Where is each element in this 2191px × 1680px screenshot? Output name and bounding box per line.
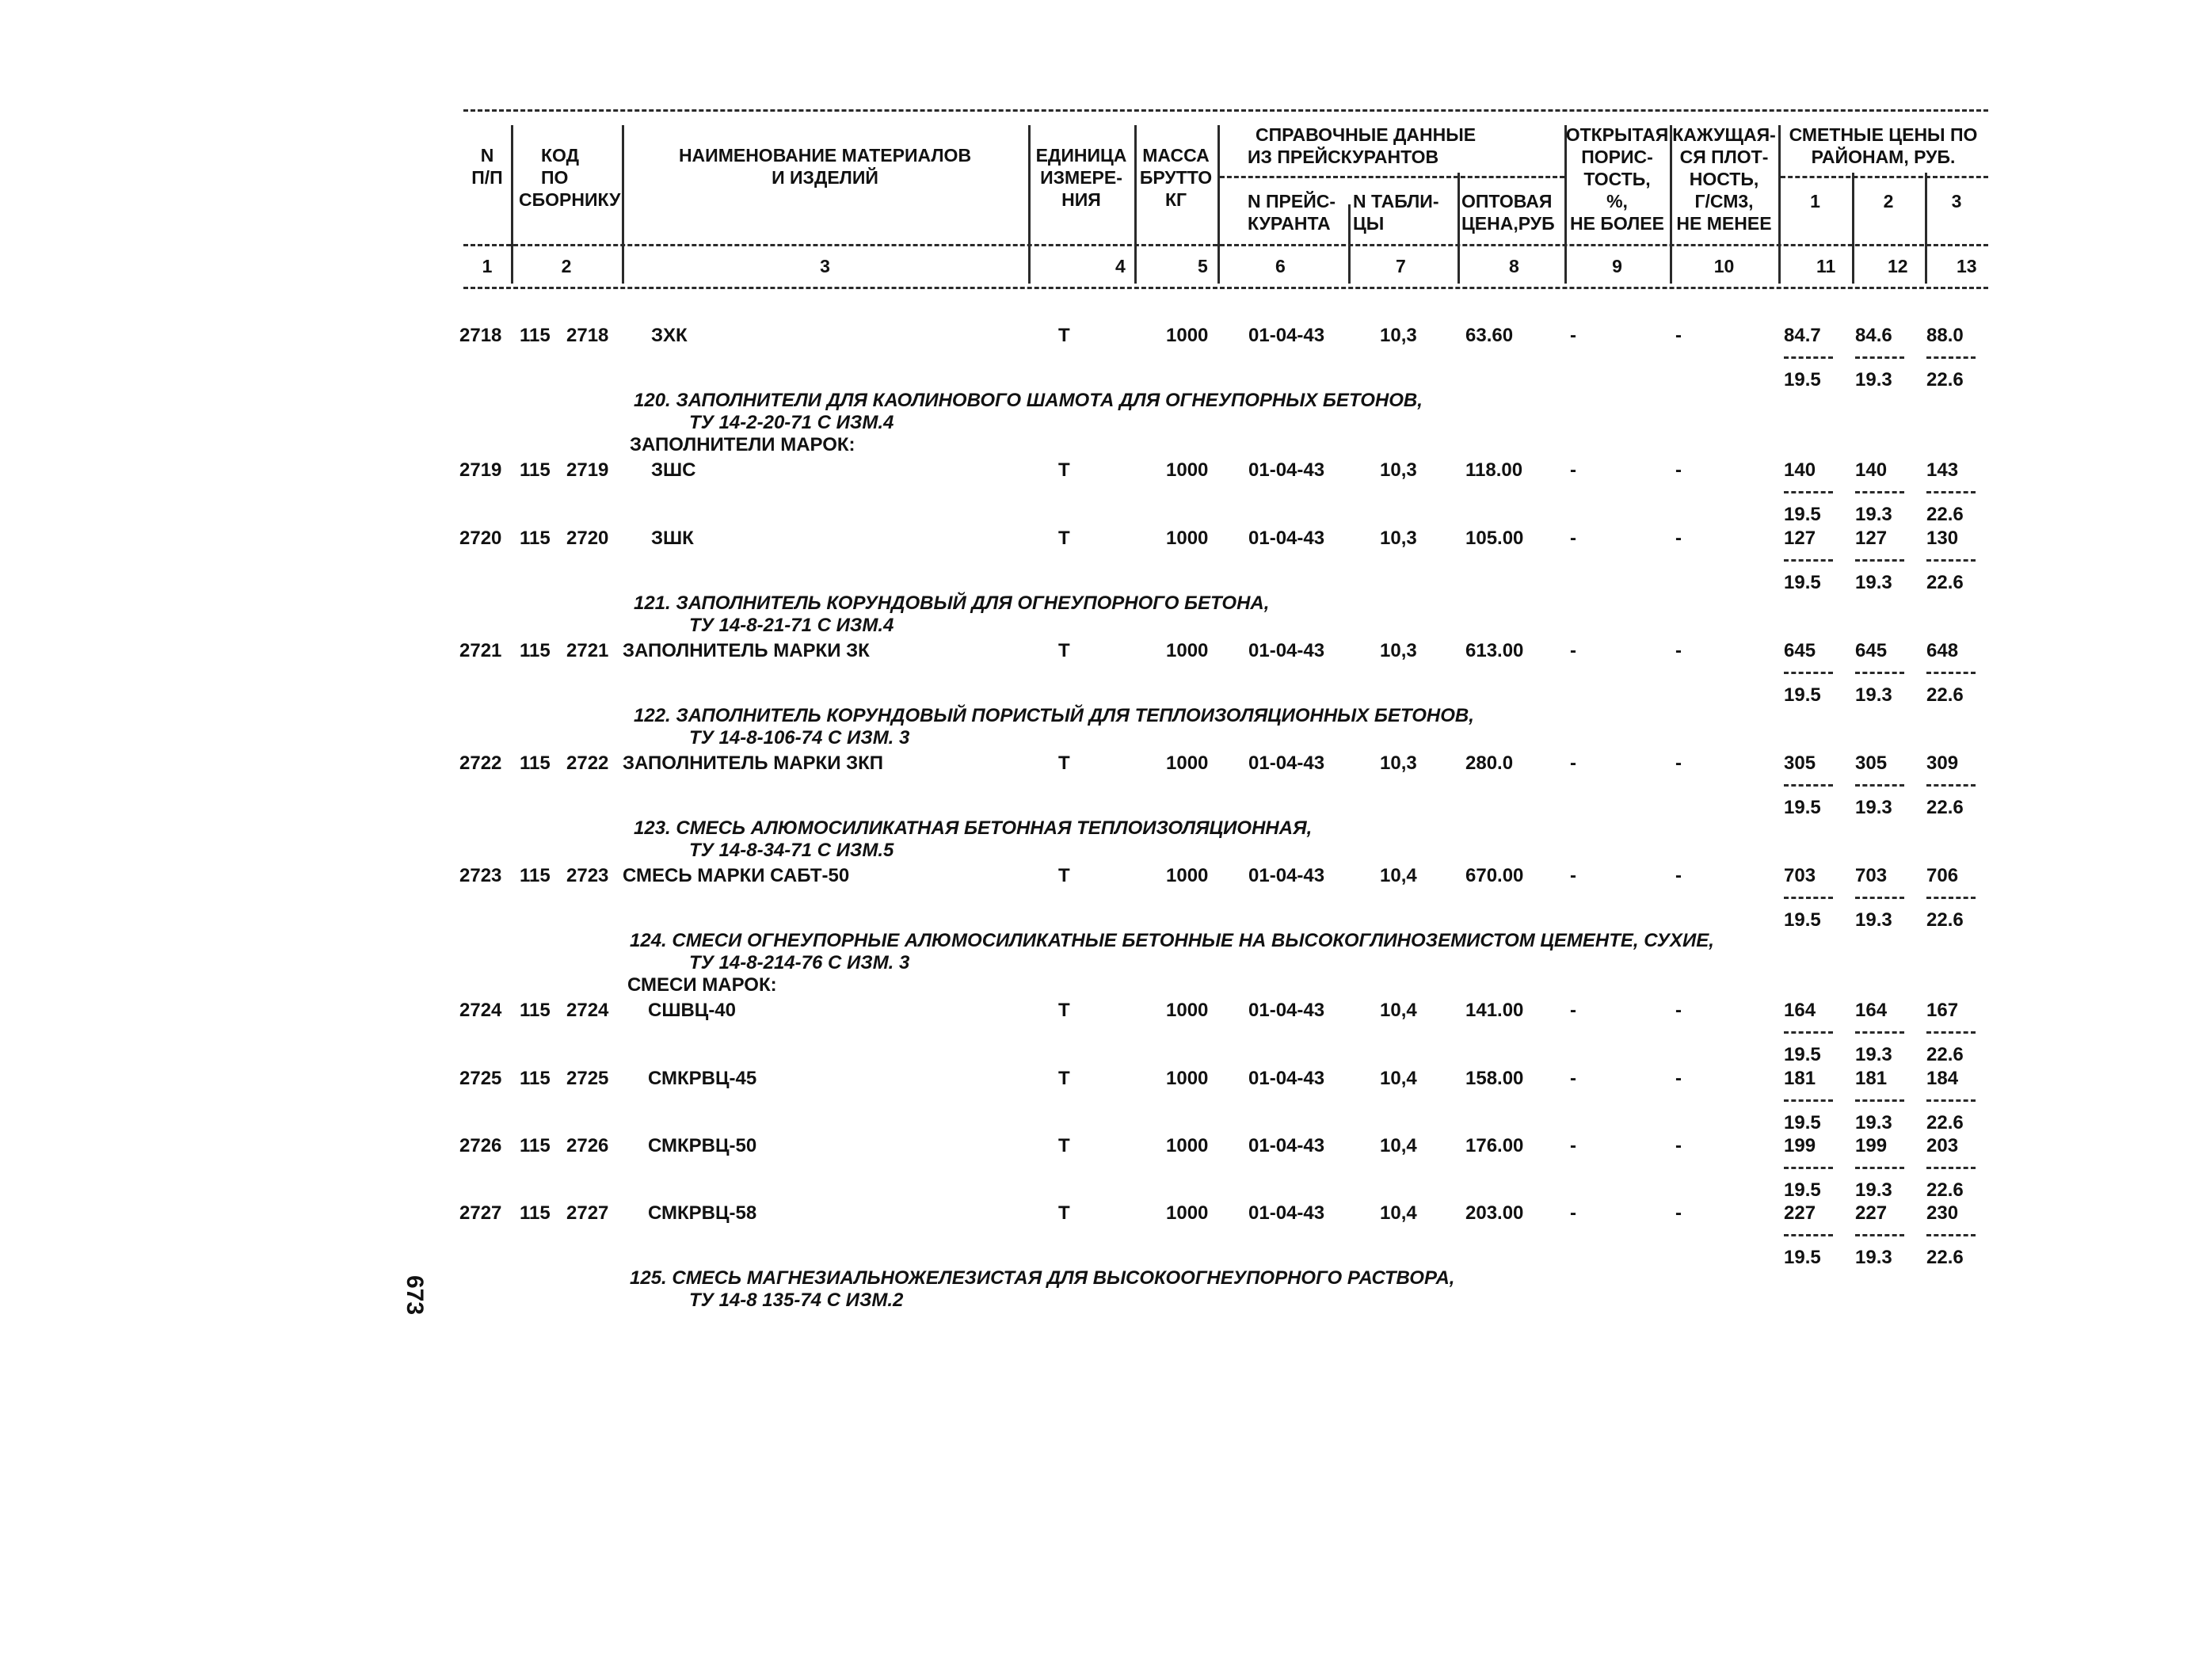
fraction-rule (1926, 356, 1976, 359)
cell-code2: 2721 (566, 640, 609, 661)
section-121-subtitle: ТУ 14-8-21-71 С ИЗМ.4 (689, 615, 894, 636)
header-text: РАЙОНАМ, РУБ. (1811, 147, 1956, 167)
cell-name: ЗШС (651, 459, 696, 481)
cell-n: 2726 (459, 1135, 502, 1156)
cell-pricelist: 01-04-43 (1248, 1068, 1325, 1089)
cell-mass: 1000 (1166, 528, 1209, 549)
col-number: 11 (1816, 256, 1836, 276)
header-text: КГ (1164, 189, 1187, 210)
cell-name: СМКРВЦ-58 (648, 1202, 757, 1224)
cell-mass: 1000 (1166, 640, 1209, 661)
cell-density: - (1675, 865, 1682, 886)
cell-name: ЗАПОЛНИТЕЛЬ МАРКИ ЗКП (623, 752, 884, 774)
cell-table: 10,4 (1380, 1135, 1417, 1156)
header-text: КУРАНТА (1248, 213, 1331, 234)
header-text: Г/СМ3, (1694, 191, 1754, 211)
cell-p2: 127 (1855, 528, 1888, 549)
col-number: 6 (1275, 256, 1286, 276)
cell-p3: 706 (1926, 865, 1959, 886)
cell-density: - (1675, 459, 1682, 481)
cell-porosity: - (1570, 865, 1576, 886)
cell-k1: 19.5 (1784, 1247, 1821, 1268)
header-text: ИЗМЕРЕ- (1040, 167, 1122, 188)
section-125-subtitle: ТУ 14-8 135-74 С ИЗМ.2 (689, 1290, 904, 1311)
fraction-rule (1855, 1234, 1904, 1236)
cell-price: 141.00 (1465, 1000, 1524, 1021)
cell-density: - (1675, 528, 1682, 549)
cell-name: СМКРВЦ-45 (648, 1068, 757, 1089)
cell-table: 10,3 (1380, 325, 1417, 346)
cell-k1: 19.5 (1784, 369, 1821, 390)
cell-name: СМКРВЦ-50 (648, 1135, 757, 1156)
cell-k2: 19.3 (1855, 504, 1892, 525)
cell-n: 2727 (459, 1202, 502, 1224)
cell-table: 10,3 (1380, 640, 1417, 661)
cell-price: 670.00 (1465, 865, 1524, 886)
cell-unit: Т (1058, 752, 1070, 774)
header-text: НИЯ (1061, 189, 1101, 210)
cell-code2: 2724 (566, 1000, 609, 1021)
page-number: 673 (402, 1275, 428, 1316)
cell-price: 118.00 (1465, 459, 1523, 481)
cell-name: СМЕСЬ МАРКИ САБТ-50 (623, 865, 850, 886)
fraction-rule (1784, 672, 1833, 674)
header-text: НАИМЕНОВАНИЕ МАТЕРИАЛОВ (678, 145, 972, 166)
header-text: %, (1606, 191, 1628, 211)
section-120-title: 120. ЗАПОЛНИТЕЛИ ДЛЯ КАОЛИНОВОГО ШАМОТА ДЛЯ ОГНЕУПОРНЫХ БЕТОНОВ, (634, 390, 1423, 411)
cell-code1: 115 (520, 640, 551, 661)
header-text: И ИЗДЕЛИЙ (772, 167, 878, 188)
cell-code2: 2718 (566, 325, 609, 346)
header-text: ЕДИНИЦА (1035, 145, 1127, 166)
cell-k3: 22.6 (1926, 797, 1964, 818)
cell-k1: 19.5 (1784, 504, 1821, 525)
header-text: СБОРНИКУ (519, 189, 621, 210)
cell-unit: Т (1058, 640, 1070, 661)
cell-k1: 19.5 (1784, 1044, 1821, 1065)
fraction-rule (1855, 672, 1904, 674)
header-text: ЦЫ (1353, 213, 1385, 234)
section-120-group-label: ЗАПОЛНИТЕЛИ МАРОК: (630, 434, 855, 455)
cell-code2: 2719 (566, 459, 609, 481)
cell-p1: 84.7 (1784, 325, 1821, 346)
fraction-rule (1855, 1167, 1904, 1169)
cell-price: 280.0 (1465, 752, 1514, 774)
cell-n: 2725 (459, 1068, 502, 1089)
fraction-rule (1926, 1234, 1976, 1236)
cell-p3: 230 (1926, 1202, 1959, 1224)
cell-table: 10,3 (1380, 459, 1417, 481)
cell-mass: 1000 (1166, 752, 1209, 774)
header-col8 (1461, 190, 1566, 234)
cell-mass: 1000 (1166, 325, 1209, 346)
cell-code1: 115 (520, 752, 551, 774)
cell-pricelist: 01-04-43 (1248, 1135, 1325, 1156)
fraction-rule (1784, 784, 1833, 787)
cell-mass: 1000 (1166, 865, 1209, 886)
cell-code1: 115 (520, 528, 551, 549)
header-top-rule (463, 109, 1988, 112)
fraction-rule (1855, 356, 1904, 359)
header-text: МАССА (1142, 145, 1210, 166)
cell-density: - (1675, 1068, 1682, 1089)
cell-p2: 199 (1855, 1135, 1888, 1156)
cell-k1: 19.5 (1784, 684, 1821, 706)
cell-unit: Т (1058, 1000, 1070, 1021)
col-number: 13 (1957, 256, 1977, 276)
cell-porosity: - (1570, 640, 1576, 661)
cell-table: 10,4 (1380, 1202, 1417, 1224)
cell-unit: Т (1058, 1135, 1070, 1156)
cell-p3: 130 (1926, 528, 1959, 549)
fraction-rule (1784, 1167, 1833, 1169)
header-divider (1852, 173, 1854, 284)
fraction-rule (1926, 1031, 1976, 1034)
fraction-rule (1855, 491, 1904, 493)
cell-p3: 167 (1926, 1000, 1959, 1021)
cell-p1: 140 (1784, 459, 1816, 481)
cell-pricelist: 01-04-43 (1248, 459, 1325, 481)
header-col10 (1670, 124, 1778, 234)
fraction-rule (1784, 1099, 1833, 1102)
cell-code1: 115 (520, 865, 551, 886)
header-text: БРУТТО (1139, 167, 1213, 188)
cell-p2: 227 (1855, 1202, 1888, 1224)
header-text: НЕ БОЛЕЕ (1569, 213, 1664, 234)
fraction-rule (1926, 672, 1976, 674)
cell-p2: 305 (1855, 752, 1888, 774)
header-text: ПОРИС- (1581, 147, 1653, 167)
cell-mass: 1000 (1166, 1202, 1209, 1224)
fraction-rule (1855, 784, 1904, 787)
cell-p2: 164 (1855, 1000, 1888, 1021)
cell-n: 2719 (459, 459, 502, 481)
fraction-rule (1784, 897, 1833, 899)
cell-code2: 2725 (566, 1068, 609, 1089)
cell-unit: Т (1058, 459, 1070, 481)
cell-mass: 1000 (1166, 1000, 1209, 1021)
cell-p1: 127 (1784, 528, 1816, 549)
fraction-rule (1784, 491, 1833, 493)
cell-code1: 115 (520, 325, 551, 346)
col-number: 3 (820, 256, 830, 276)
fraction-rule (1926, 1099, 1976, 1102)
fraction-rule (1784, 1031, 1833, 1034)
cell-p1: 645 (1784, 640, 1816, 661)
fraction-rule (1855, 1031, 1904, 1034)
cell-mass: 1000 (1166, 1068, 1209, 1089)
section-122-subtitle: ТУ 14-8-106-74 С ИЗМ. 3 (689, 727, 910, 749)
cell-p3: 203 (1926, 1135, 1959, 1156)
fraction-rule (1855, 1099, 1904, 1102)
cell-porosity: - (1570, 459, 1576, 481)
cell-code2: 2722 (566, 752, 609, 774)
cell-name: ЗАПОЛНИТЕЛЬ МАРКИ ЗК (623, 640, 870, 661)
col-number: 4 (1115, 256, 1126, 276)
cell-code1: 115 (520, 1000, 551, 1021)
header-text: СМЕТНЫЕ ЦЕНЫ ПО (1789, 124, 1978, 145)
cell-p3: 88.0 (1926, 325, 1964, 346)
fraction-rule (1926, 1167, 1976, 1169)
cell-n: 2722 (459, 752, 502, 774)
cell-name: ЗШК (651, 528, 694, 549)
header-text: СПРАВОЧНЫЕ ДАННЫЕ (1256, 124, 1477, 145)
cell-code2: 2726 (566, 1135, 609, 1156)
header-ref-group (1248, 124, 1564, 168)
cell-p1: 164 (1784, 1000, 1816, 1021)
col-number: 2 (561, 256, 572, 276)
cell-porosity: - (1570, 528, 1576, 549)
cell-k3: 22.6 (1926, 504, 1964, 525)
cell-p2: 140 (1855, 459, 1888, 481)
cell-n: 2723 (459, 865, 502, 886)
header-group-rule (1220, 176, 1564, 178)
header-price-group (1778, 124, 1988, 168)
cell-pricelist: 01-04-43 (1248, 865, 1325, 886)
header-text: КАЖУЩАЯ- (1672, 124, 1776, 145)
cell-density: - (1675, 1000, 1682, 1021)
cell-porosity: - (1570, 1202, 1576, 1224)
header-text: ИЗ ПРЕЙСКУРАНТОВ (1248, 147, 1439, 167)
cell-k3: 22.6 (1926, 909, 1964, 931)
cell-k1: 19.5 (1784, 797, 1821, 818)
fraction-rule (1926, 784, 1976, 787)
cell-pricelist: 01-04-43 (1248, 1202, 1325, 1224)
cell-p2: 703 (1855, 865, 1888, 886)
cell-code1: 115 (520, 459, 551, 481)
cell-pricelist: 01-04-43 (1248, 1000, 1325, 1021)
cell-density: - (1675, 640, 1682, 661)
cell-k2: 19.3 (1855, 684, 1892, 706)
col-number: 12 (1888, 256, 1908, 276)
header-text: ОТКРЫТАЯ (1565, 124, 1669, 145)
cell-pricelist: 01-04-43 (1248, 640, 1325, 661)
cell-mass: 1000 (1166, 459, 1209, 481)
section-120-subtitle: ТУ 14-2-20-71 С ИЗМ.4 (689, 412, 894, 433)
cell-k2: 19.3 (1855, 1247, 1892, 1268)
cell-code2: 2723 (566, 865, 609, 886)
header-text: ПО (541, 167, 569, 188)
cell-code2: 2727 (566, 1202, 609, 1224)
cell-k3: 22.6 (1926, 1044, 1964, 1065)
cell-table: 10,3 (1380, 752, 1417, 774)
cell-p3: 143 (1926, 459, 1959, 481)
cell-n: 2724 (459, 1000, 502, 1021)
cell-porosity: - (1570, 1135, 1576, 1156)
fraction-rule (1784, 356, 1833, 359)
fraction-rule (1784, 1234, 1833, 1236)
cell-n: 2720 (459, 528, 502, 549)
cell-p1: 181 (1784, 1068, 1816, 1089)
cell-price: 63.60 (1465, 325, 1514, 346)
header-divider (1457, 173, 1460, 284)
cell-p1: 305 (1784, 752, 1816, 774)
section-122-title: 122. ЗАПОЛНИТЕЛЬ КОРУНДОВЫЙ ПОРИСТЫЙ ДЛЯ ТЕПЛОИЗОЛЯЦИОННЫХ БЕТОНОВ, (634, 705, 1474, 726)
header-text: ЦЕНА,РУБ (1461, 213, 1555, 234)
section-123-subtitle: ТУ 14-8-34-71 С ИЗМ.5 (689, 840, 894, 861)
section-125-title: 125. СМЕСЬ МАГНЕЗИАЛЬНОЖЕЛЕЗИСТАЯ ДЛЯ ВЫСОКООГНЕУПОРНОГО РАСТВОРА, (630, 1267, 1455, 1289)
cell-k3: 22.6 (1926, 572, 1964, 593)
cell-k3: 22.6 (1926, 684, 1964, 706)
section-121-title: 121. ЗАПОЛНИТЕЛЬ КОРУНДОВЫЙ ДЛЯ ОГНЕУПОРНОГО БЕТОНА, (634, 592, 1270, 614)
fraction-rule (1926, 559, 1976, 562)
cell-price: 203.00 (1465, 1202, 1524, 1224)
header-text: НОСТЬ, (1689, 169, 1759, 189)
header-text: КОД (541, 145, 580, 166)
cell-n: 2718 (459, 325, 502, 346)
cell-unit: Т (1058, 1202, 1070, 1224)
cell-k2: 19.3 (1855, 572, 1892, 593)
cell-p3: 184 (1926, 1068, 1959, 1089)
cell-porosity: - (1570, 1000, 1576, 1021)
header-text: N (480, 145, 494, 166)
cell-k3: 22.6 (1926, 1112, 1964, 1133)
cell-table: 10,4 (1380, 1000, 1417, 1021)
header-divider (1217, 125, 1220, 284)
cell-density: - (1675, 325, 1682, 346)
header-col2 (519, 144, 622, 211)
header-region-2: 2 (1883, 191, 1894, 211)
cell-density: - (1675, 1202, 1682, 1224)
cell-unit: Т (1058, 1068, 1070, 1089)
cell-density: - (1675, 1135, 1682, 1156)
col-number: 5 (1198, 256, 1208, 276)
cell-p3: 648 (1926, 640, 1959, 661)
cell-price: 158.00 (1465, 1068, 1524, 1089)
cell-name: СШВЦ-40 (648, 1000, 736, 1021)
col-number: 10 (1713, 256, 1735, 276)
cell-p2: 645 (1855, 640, 1888, 661)
cell-k2: 19.3 (1855, 909, 1892, 931)
cell-table: 10,4 (1380, 865, 1417, 886)
cell-k1: 19.5 (1784, 1112, 1821, 1133)
header-col6 (1248, 190, 1347, 234)
cell-p3: 309 (1926, 752, 1959, 774)
cell-unit: Т (1058, 528, 1070, 549)
header-col4 (1028, 144, 1134, 211)
header-text: НЕ МЕНЕЕ (1676, 213, 1772, 234)
col-number: 7 (1396, 256, 1406, 276)
cell-k1: 19.5 (1784, 909, 1821, 931)
cell-table: 10,4 (1380, 1068, 1417, 1089)
cell-table: 10,3 (1380, 528, 1417, 549)
section-124-subtitle: ТУ 14-8-214-76 С ИЗМ. 3 (689, 952, 910, 973)
cell-unit: Т (1058, 325, 1070, 346)
section-124-group-label: СМЕСИ МАРОК: (627, 974, 777, 996)
header-text: П/П (471, 167, 503, 188)
header-divider (1925, 173, 1927, 284)
header-col7 (1353, 190, 1456, 234)
cell-k2: 19.3 (1855, 1179, 1892, 1201)
cell-name: ЗХК (651, 325, 688, 346)
cell-code2: 2720 (566, 528, 609, 549)
col-number: 1 (482, 256, 493, 276)
cell-code1: 115 (520, 1202, 551, 1224)
cell-pricelist: 01-04-43 (1248, 752, 1325, 774)
cell-price: 176.00 (1465, 1135, 1524, 1156)
header-mid-rule (463, 244, 1988, 246)
cell-price: 105.00 (1465, 528, 1524, 549)
cell-pricelist: 01-04-43 (1248, 325, 1325, 346)
cell-p1: 227 (1784, 1202, 1816, 1224)
header-region-1: 1 (1810, 191, 1820, 211)
header-col5 (1134, 144, 1217, 211)
fraction-rule (1926, 491, 1976, 493)
header-text: ОПТОВАЯ (1461, 191, 1553, 211)
cell-code1: 115 (520, 1068, 551, 1089)
fraction-rule (1855, 559, 1904, 562)
cell-k1: 19.5 (1784, 572, 1821, 593)
section-123-title: 123. СМЕСЬ АЛЮМОСИЛИКАТНАЯ БЕТОННАЯ ТЕПЛОИЗОЛЯЦИОННАЯ, (634, 817, 1313, 839)
cell-porosity: - (1570, 1068, 1576, 1089)
cell-k2: 19.3 (1855, 797, 1892, 818)
cell-k3: 22.6 (1926, 369, 1964, 390)
section-124-title: 124. СМЕСИ ОГНЕУПОРНЫЕ АЛЮМОСИЛИКАТНЫЕ БЕТОННЫЕ НА ВЫСОКОГЛИНОЗЕМИСТОМ ЦЕМЕНТЕ, СУХИЕ, (630, 930, 1714, 951)
header-text: ТОСТЬ, (1583, 169, 1651, 189)
header-bottom-rule (463, 287, 1988, 289)
header-region-3: 3 (1951, 191, 1962, 211)
header-col1 (463, 144, 511, 189)
cell-mass: 1000 (1166, 1135, 1209, 1156)
cell-k3: 22.6 (1926, 1247, 1964, 1268)
cell-pricelist: 01-04-43 (1248, 528, 1325, 549)
cell-n: 2721 (459, 640, 502, 661)
fraction-rule (1926, 897, 1976, 899)
cell-porosity: - (1570, 752, 1576, 774)
cell-p1: 703 (1784, 865, 1816, 886)
header-col9 (1564, 124, 1670, 234)
cell-p2: 84.6 (1855, 325, 1892, 346)
cell-code1: 115 (520, 1135, 551, 1156)
header-col3 (622, 144, 1028, 189)
cell-p1: 199 (1784, 1135, 1816, 1156)
cell-density: - (1675, 752, 1682, 774)
col-number: 9 (1612, 256, 1622, 276)
header-group-rule (1781, 176, 1988, 178)
cell-porosity: - (1570, 325, 1576, 346)
cell-price: 613.00 (1465, 640, 1524, 661)
cell-k1: 19.5 (1784, 1179, 1821, 1201)
fraction-rule (1784, 559, 1833, 562)
cell-unit: Т (1058, 865, 1070, 886)
header-text: N ТАБЛИ- (1353, 191, 1439, 211)
header-text: N ПРЕЙС- (1248, 191, 1336, 211)
cell-k2: 19.3 (1855, 1112, 1892, 1133)
header-text: СЯ ПЛОТ- (1679, 147, 1769, 167)
cell-k2: 19.3 (1855, 369, 1892, 390)
col-number: 8 (1509, 256, 1519, 276)
cell-k3: 22.6 (1926, 1179, 1964, 1201)
cell-k2: 19.3 (1855, 1044, 1892, 1065)
cell-p2: 181 (1855, 1068, 1888, 1089)
fraction-rule (1855, 897, 1904, 899)
